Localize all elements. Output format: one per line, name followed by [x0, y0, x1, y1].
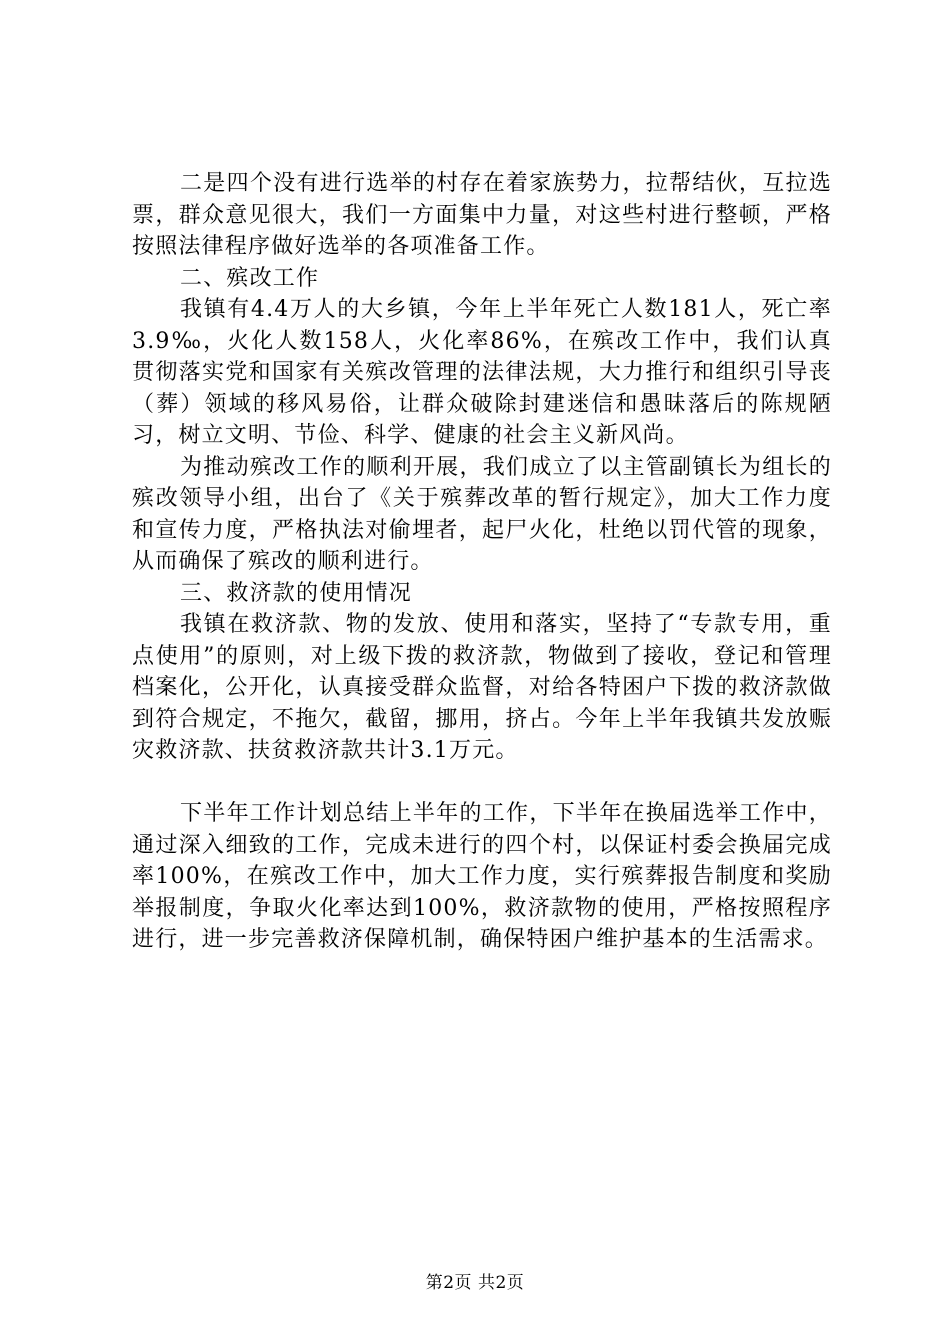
paragraph-village-election: 二是四个没有进行选举的村存在着家族势力，拉帮结伙，互拉选票，群众意见很大，我们一方面集中力量，对这些村进行整顿，严格按照法律程序做好选举的各项准备工作。: [132, 171, 832, 259]
section-heading-funeral-reform: 二、殡改工作: [180, 265, 320, 291]
section-heading-relief-funds: 三、救济款的使用情况: [180, 580, 413, 606]
paragraph-funeral-measures: 为推动殡改工作的顺利开展，我们成立了以主管副镇长为组长的殡改领导小组，出台了《关于殡葬改革的暂行规定》，加大工作力度和宣传力度，严格执法对偷埋者，起尸火化，杜绝以罚代管的现象，从而确保了殡改的顺利进行。: [132, 454, 832, 574]
paragraph-relief-funds: 我镇在救济款、物的发放、使用和落实，坚持了“专款专用，重点使用”的原则，对上级下拨的救济款，物做到了接收，登记和管理档案化，公开化，认真接受群众监督，对给各特困户下拨的救济款做到符合规定，不拖欠，截留，挪用，挤占。今年上半年我镇共发放赈灾救济款、扶贫救济款共计3.1万元。: [132, 612, 832, 763]
paragraph-second-half-plan: 下半年工作计划总结上半年的工作，下半年在换届选举工作中，通过深入细致的工作，完成未进行的四个村，以保证村委会换届完成率100%，在殡改工作中，加大工作力度，实行殡葬报告制度和奖励举报制度，争取火化率达到100%，救济款物的使用，严格按照程序进行，进一步完善救济保障机制，确保特困户维护基本的生活需求。: [132, 801, 832, 952]
document-body: [132, 168, 832, 956]
paragraph-spacer: [132, 767, 832, 799]
paragraph-funeral-statistics: 我镇有4.4万人的大乡镇，今年上半年死亡人数181人，死亡率3.9‰，火化人数158人，火化率86%，在殡改工作中，我们认真贯彻落实党和国家有关殡改管理的法律法规，大力推行和组织引导丧（葬）领域的移风易俗，让群众破除封建迷信和愚昧落后的陈规陋习，树立文明、节俭、科学、健康的社会主义新风尚。: [132, 297, 832, 448]
page-number-footer: 第2页 共2页: [425, 1273, 525, 1293]
